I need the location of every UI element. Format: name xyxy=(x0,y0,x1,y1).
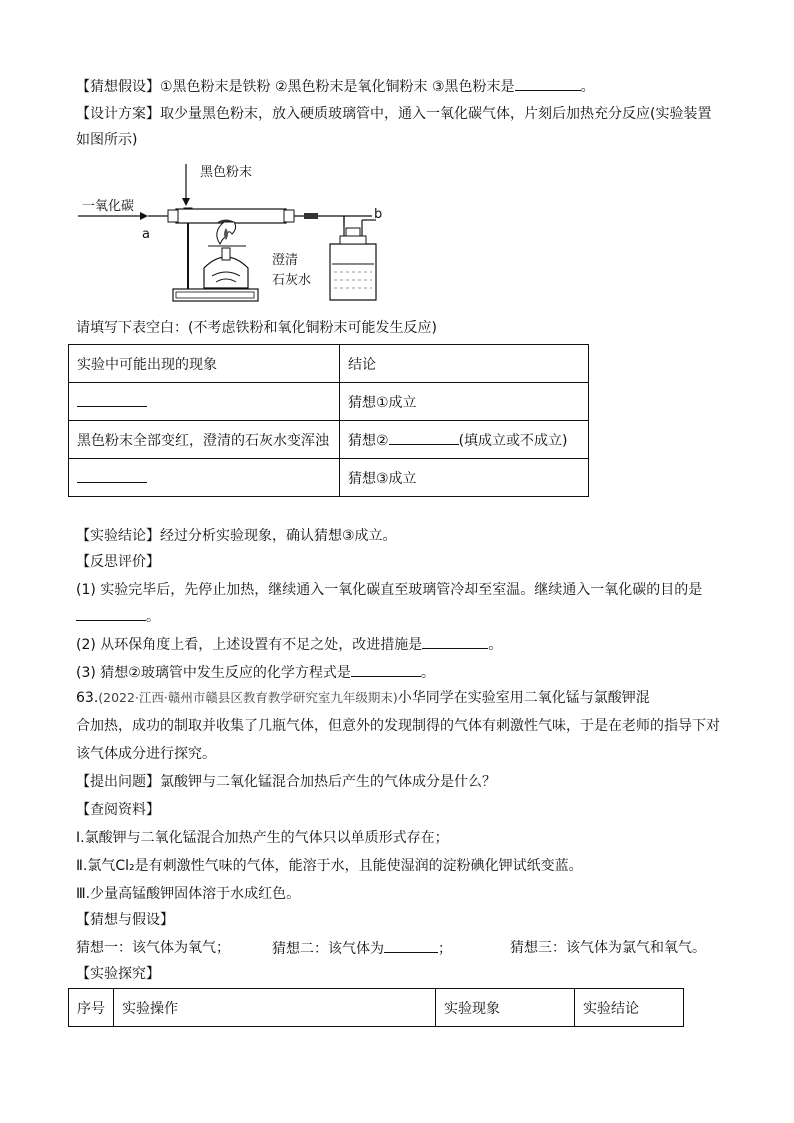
q63-line-2: 合加热，成功的制取并收集了几瓶气体，但意外的发现制得的气体有刺激性气味，于是在老师的指导下对 xyxy=(76,718,720,734)
phenomenon-cell xyxy=(69,383,340,421)
hypothesis-text: ①黑色粉末是铁粉 ②黑色粉末是氧化铜粉末 ③黑色粉末是 xyxy=(160,79,515,95)
header-operation: 实验操作 xyxy=(114,989,436,1027)
table-row xyxy=(69,459,589,497)
table-header-row xyxy=(69,345,589,383)
header-conclusion: 结论 xyxy=(340,345,589,383)
label-limewater-1: 澄清 xyxy=(272,253,299,268)
answer-blank[interactable] xyxy=(76,606,146,621)
q63-data-1: Ⅰ.氯酸钾与二氧化锰混合加热产生的气体只以单质形式存在； xyxy=(76,830,449,846)
label-a: a xyxy=(142,227,150,242)
q63-explore-tag: 【实验探究】 xyxy=(76,966,160,982)
design-text: 取少量黑色粉末，放入硬质玻璃管中，通入一氧化碳气体，片刻后加热充分反应(实验装置 xyxy=(160,106,712,122)
apparatus-diagram xyxy=(76,158,396,308)
header-index: 序号 xyxy=(69,989,114,1027)
reflection-2: (2) 从环保角度上看，上述设置有不足之处，改进措施是 。 xyxy=(76,634,502,655)
question-source: (2022·江西·赣州市赣县区教育教学研究室九年级期末) xyxy=(98,690,398,705)
conclusion-cell: 猜想③成立 xyxy=(340,459,589,497)
answer-blank[interactable] xyxy=(422,634,488,649)
q63-line-1: 63.(2022·江西·赣州市赣县区教育教学研究室九年级期末)小华同学在实验室用二氧化锰与氯酸钾混 xyxy=(76,690,650,706)
header-phenomenon: 实验中可能出现的现象 xyxy=(69,345,340,383)
reflection-3: (3) 猜想②玻璃管中发生反应的化学方程式是 。 xyxy=(76,662,435,683)
answer-blank[interactable] xyxy=(77,392,147,407)
answer-blank[interactable] xyxy=(384,938,438,953)
table-row xyxy=(69,421,589,459)
answer-blank[interactable] xyxy=(77,468,147,483)
q63-line-3: 该气体成分进行探究。 xyxy=(76,746,216,762)
q63-question: 【提出问题】氯酸钾与二氧化锰混合加热后产生的气体成分是什么？ xyxy=(76,774,496,790)
table-intro: 请填写下表空白：(不考虑铁粉和氧化铜粉末可能发生反应) xyxy=(76,320,437,336)
phenomenon-table xyxy=(68,344,589,497)
experiment-conclusion: 【实验结论】经过分析实验现象，确认猜想③成立。 xyxy=(76,528,397,544)
explore-table xyxy=(68,988,684,1027)
q63-hypothesis-tag: 【猜想与假设】 xyxy=(76,912,174,928)
answer-blank[interactable] xyxy=(515,76,581,91)
design-line xyxy=(76,104,711,124)
reflection-1: (1) 实验完毕后，先停止加热，继续通入一氧化碳直至玻璃管冷却至室温。继续通入一氧化碳的目的是 xyxy=(76,582,703,598)
table-header-row xyxy=(69,989,684,1027)
answer-blank[interactable] xyxy=(389,430,459,445)
q63-guess-3: 猜想三：该气体为氯气和氧气。 xyxy=(510,940,706,956)
design-line-cont: 如图所示) xyxy=(76,132,138,148)
q63-data-2: Ⅱ.氯气Cl₂是有刺激性气味的气体，能溶于水，且能使湿润的淀粉碘化钾试纸变蓝。 xyxy=(76,858,583,874)
hypothesis-line: 【猜想假设】①黑色粉末是铁粉 ②黑色粉末是氧化铜粉末 ③黑色粉末是 。 xyxy=(76,76,595,97)
label-powder: 黑色粉末 xyxy=(200,165,253,180)
label-limewater-2: 石灰水 xyxy=(272,273,312,288)
q63-guess-2: 猜想二：该气体为 ； xyxy=(272,938,452,959)
q63-guess-1: 猜想一：该气体为氧气； xyxy=(76,940,230,956)
table-row xyxy=(69,383,589,421)
q63-data-tag: 【查阅资料】 xyxy=(76,802,160,818)
answer-blank[interactable] xyxy=(351,662,421,677)
header-phenomenon: 实验现象 xyxy=(436,989,575,1027)
design-tag: 【设计方案】 xyxy=(76,106,160,122)
hypothesis-tag: 【猜想假设】 xyxy=(76,79,160,95)
label-b: b xyxy=(374,207,383,222)
phenomenon-cell: 黑色粉末全部变红，澄清的石灰水变浑浊 xyxy=(69,421,340,459)
reflection-1-cont: 。 xyxy=(76,606,160,627)
conclusion-cell: 猜想①成立 xyxy=(340,383,589,421)
q63-data-3: Ⅲ.少量高锰酸钾固体溶于水成红色。 xyxy=(76,886,301,902)
conclusion-cell: 猜想② (填成立或不成立) xyxy=(340,421,589,459)
header-conclusion: 实验结论 xyxy=(575,989,684,1027)
reflection-tag: 【反思评价】 xyxy=(76,554,160,570)
label-co: 一氧化碳 xyxy=(82,199,135,214)
phenomenon-cell xyxy=(69,459,340,497)
question-number: 63. xyxy=(76,690,99,706)
